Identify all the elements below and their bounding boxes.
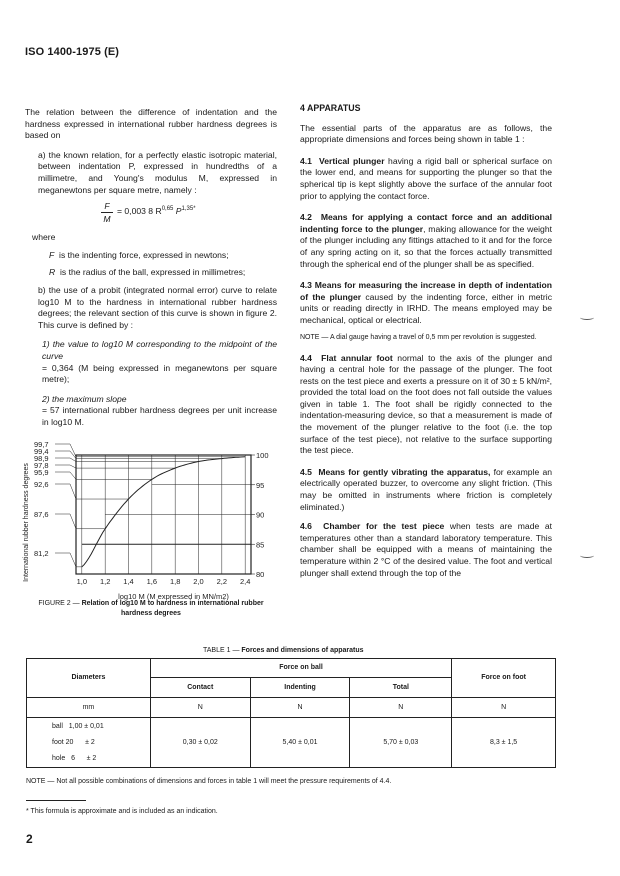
- contact-value: 0,30 ± 0,02: [150, 718, 250, 768]
- left-column: [25, 107, 277, 428]
- foot-value: 8,3 ± 1,5: [452, 718, 556, 768]
- section-4-intro: The essential parts of the apparatus are as follows, the appropriate dimensions and forces being shown in table 1 :: [300, 122, 552, 145]
- item-b1-text: = 0,364 (M being expressed in meganewtons per square metre);: [42, 362, 277, 385]
- section-4-4: 4.4 Flat annular foot normal to the axis of the plunger and having a central hole for the passage of the plunger. The foot rests on the test piece and exerts a pressure on it of 30 ± 5 kN/m², provided the total load on the foot does not fall outside the values given in table 1. The foot shall be rigidly connected to the indentation-measuring device, so that a measurement is made of the movement of the plunger relative to the foot (i.e. the top surface of the test piece), not relative to the surface supporting the test piece.: [300, 352, 552, 456]
- figure-2-chart: [20, 440, 295, 605]
- svg-text:1,0: 1,0: [76, 577, 88, 586]
- svg-text:99,7: 99,7: [34, 440, 49, 449]
- formula-fraction: $\frac{F}{M}$: [101, 200, 113, 225]
- svg-text:1,6: 1,6: [146, 577, 158, 586]
- values-row: [27, 718, 556, 768]
- total-value: 5,70 ± 0,03: [350, 718, 452, 768]
- svg-text:97,8: 97,8: [34, 461, 49, 470]
- header-contact: Contact: [150, 678, 250, 698]
- svg-text:1,2: 1,2: [99, 577, 111, 586]
- svg-text:2,4: 2,4: [239, 577, 251, 586]
- svg-text:International rubber hardness: International rubber hardness degrees: [23, 463, 30, 582]
- header-total: Total: [350, 678, 452, 698]
- section-4-6: 4.6 Chamber for the test piece when tests are made at temperatures other than a standard laboratory temperature. This chamber shall be equipped with a means of maintaining the temperature within 2 °C of the desired value. The foot and vertical plunger shall extend through the top of the: [300, 521, 553, 578]
- svg-text:2,2: 2,2: [216, 577, 228, 586]
- svg-text:81,2: 81,2: [34, 549, 49, 558]
- section-4-title: 4 APPARATUS: [300, 103, 361, 113]
- section-4-3: 4.3 Means for measuring the increase in depth of indentation of the plunger caused by the indenting force, either in metric units or reading directly in IRHD. The means employed may be mechanical, optical or electrical.: [300, 280, 552, 325]
- formula: [25, 200, 277, 230]
- margin-mark: [580, 315, 594, 320]
- svg-text:80: 80: [256, 570, 265, 579]
- section-4-3-note: NOTE — A dial gauge having a travel of 0,5 mm per revolution is suggested.: [300, 333, 537, 341]
- table-caption: TABLE 1 — Forces and dimensions of apparatus: [203, 647, 364, 654]
- svg-text:2,0: 2,0: [193, 577, 204, 586]
- indenting-value: 5,40 ± 0,01: [250, 718, 350, 768]
- dimensions-cell: ball 1,00 ± 0,01 foot 20 ± 2 hole 6 ± 2: [27, 718, 151, 768]
- footnote: * This formula is approximate and is included as an indication.: [26, 808, 218, 815]
- svg-text:85: 85: [256, 540, 265, 550]
- section-4-5: 4.5 Means for gently vibrating the apparatus, for example an electrically operated buzzer, to overcome any slight friction. (This may be omitted in instruments where friction is completely eliminated.): [300, 466, 553, 512]
- section-4-2: 4.2 Means for applying a contact force and an additional indenting force to the plunger, making allowance for the weight of the plunger including any fittings attached to it and for the force of any spring acting on it, so that the forces actually transmitted through the spherical end of the plunger shall be as specified.: [300, 212, 552, 269]
- svg-text:1,8: 1,8: [169, 577, 181, 586]
- right-column: [300, 103, 552, 579]
- formula-rhs: = 0,003 8 R$^{0,65}$ $P^{1,35*}$: [117, 206, 196, 217]
- intro-paragraph: The relation between the difference of indentation and the hardness expressed in international rubber hardness degrees is based on: [25, 107, 277, 141]
- item-b: b) the use of a probit (integrated normal error) curve to relate log10 M to the hardness in international rubber hardness degrees; the relevant section of this curve is shown in figure 2. This curve is defined by :: [38, 284, 277, 330]
- svg-text:95,9: 95,9: [34, 468, 49, 477]
- definition-f: F is the indenting force, expressed in newtons;: [49, 249, 229, 260]
- figure-caption: FIGURE 2 — Relation of log10 M to hardness in international rubber hardness degrees: [38, 600, 264, 617]
- svg-text:87,6: 87,6: [34, 510, 49, 519]
- svg-text:95: 95: [256, 480, 265, 490]
- footnote-rule: [26, 800, 86, 801]
- document-header: ISO 1400-1975 (E): [25, 46, 120, 58]
- svg-text:100: 100: [256, 451, 269, 460]
- page-number: 2: [26, 832, 33, 846]
- item-a: a) the known relation, for a perfectly elastic isotropic material, between indentation P, expressed in hundredths of a millimetre, and Young's modulus M, expressed in meganewtons per square metre, namely :: [38, 149, 277, 195]
- table-note: NOTE — Not all possible combinations of dimensions and forces in table 1 will meet the pressure requirements of 4.4.: [26, 778, 392, 785]
- item-b2-text: = 57 international rubber hardness degrees per unit increase in log10 M.: [42, 405, 277, 427]
- item-b2-heading: 2) the maximum slope: [42, 393, 127, 404]
- svg-text:90: 90: [256, 510, 265, 520]
- item-b1-heading: 1) the value to log10 M corresponding to the midpoint of the curve: [42, 339, 277, 361]
- svg-text:1,4: 1,4: [123, 577, 134, 586]
- svg-text:98,9: 98,9: [34, 454, 49, 463]
- definition-r: R is the radius of the ball, expressed in millimetres;: [49, 267, 246, 278]
- header-indenting: Indenting: [250, 678, 350, 698]
- svg-text:92,6: 92,6: [34, 480, 49, 489]
- section-4-1: 4.1 Vertical plunger having a rigid ball or spherical surface on the lower end, and means for supporting the plunger so that the spherical tip is kept slightly above the surface of the annular foot prior to applying the contact force.: [300, 155, 552, 201]
- chart-canvas: [20, 440, 295, 605]
- svg-text:99,4: 99,4: [34, 447, 49, 456]
- where-label: where: [32, 232, 56, 243]
- header-force-on-foot: Force on foot: [452, 659, 556, 698]
- header-force-on-ball: Force on ball: [150, 659, 451, 678]
- units-row: mm N N N N: [27, 698, 556, 718]
- header-diameters: Diameters: [27, 659, 151, 698]
- table-1: [26, 658, 556, 768]
- margin-mark: [580, 553, 594, 558]
- svg-text:log10 M (M expressed in MN/m2): log10 M (M expressed in MN/m2): [118, 592, 229, 601]
